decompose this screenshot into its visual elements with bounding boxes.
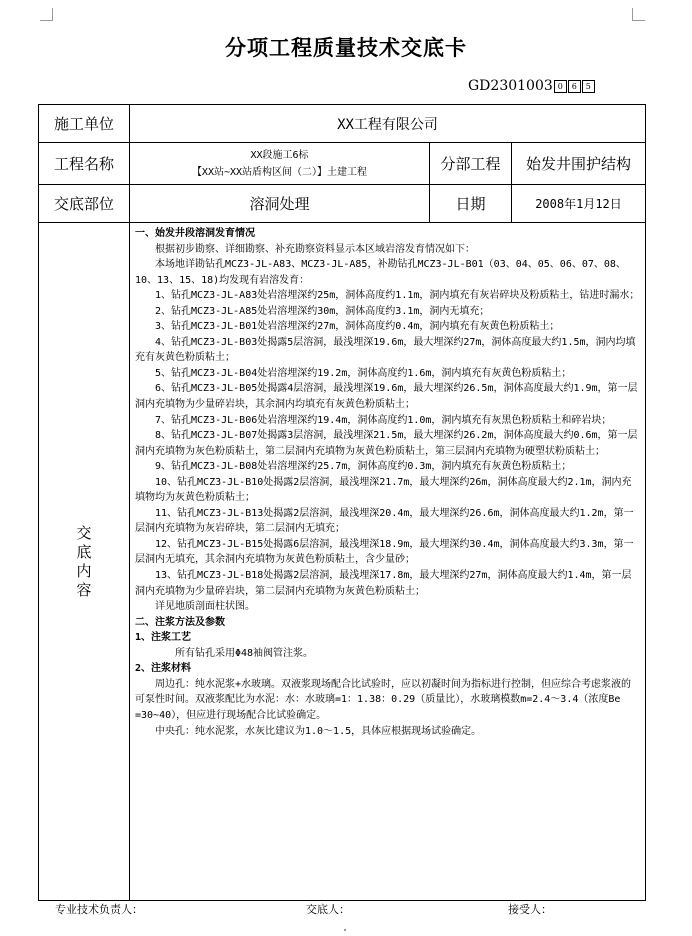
content-paragraph: 根据初步勘察、详细勘察、补充勘察资料显示本区域岩溶发育情况如下： [155,243,475,255]
content-paragraph: 本场地详勘钻孔MCZ3-JL-A83、MCZ3-JL-A85，补勘钻孔MCZ3-JL-B01（03、04、05、06、07、08、10、13、15、18)均发现有岩溶发育： [135,259,626,286]
code-box: 5 [582,80,595,93]
part-value: 始发井围护结构 [512,143,646,185]
project-line-1: XX段施工6标 [250,149,309,161]
content-paragraph: 中央孔：纯水泥浆，水灰比建议为1.0～1.5，具体应根据现场试验确定。 [155,725,482,737]
unit-label: 施工单位 [39,105,130,143]
document-code-text: GD2301003 [468,78,553,94]
code-box: 0 [554,80,567,93]
borehole-item: 5、钻孔MCZ3-JL-B04处岩溶埋深约19.2m，洞体高度约1.6m，洞内填充有灰黄色粉质粘土； [155,367,572,379]
page-dot [344,929,346,931]
subsection-2-title: 2、注浆材料 [135,663,192,675]
code-box: 6 [568,80,581,93]
project-line-2: 【XX站~XX站盾构区间（二）】土建工程 [191,166,368,178]
borehole-item: 6、钻孔MCZ3-JL-B05处揭露4层溶洞，最浅埋深19.6m，最大埋深约26.5m，洞体高度最大约1.9m，第一层洞内充填物为少量碎岩块，其余洞内均填充有灰黄色粉质粘土； [135,383,638,411]
borehole-item: 9、钻孔MCZ3-JL-B08处岩溶埋深约25.7m，洞体高度约0.3m，洞内填充有灰黄色粉质粘土； [155,461,572,473]
content-label-char: 内 [76,561,92,580]
handover-card-table [38,104,646,901]
borehole-item: 11、钻孔MCZ3-JL-B13处揭露2层溶洞，最浅埋深20.4m，最大埋深约26.6m，洞体高度最大约1.2m，第一层洞内充填物为灰岩碎块，第二层洞内无填充； [135,507,634,535]
row-location [39,185,646,223]
handover-signature-label: 交底人： [306,903,350,916]
content-label [39,223,130,901]
project-value [130,143,430,185]
section-1-title: 一、始发井段溶洞发育情况 [135,228,255,239]
row-content [39,223,646,901]
borehole-item: 12、钻孔MCZ3-JL-B15处揭露6层溶洞，最浅埋深18.9m，最大埋深约30.4m，洞体高度最大约3.3m，第一层洞内无填充，其余洞内充填物为灰黄色粉质粘土，含少量砂； [135,538,634,566]
borehole-item: 13、钻孔MCZ3-JL-B18处揭露2层溶洞，最浅埋深17.8m，最大埋深约27m，洞体高度最大约1.4m，第一层洞内充填物为少量碎岩块，第二层洞内充填物为灰黄色粉质粘土； [135,570,632,597]
borehole-item: 3、钻孔MCZ3-JL-B01处岩溶埋深约27m，洞体高度约0.4m，洞内填充有灰黄色粉质粘土； [155,321,560,333]
unit-value: XX工程有限公司 [130,105,646,143]
content-label-char: 交 [76,523,92,542]
content-body [130,223,646,901]
content-paragraph: 周边孔：纯水泥浆+水玻璃。双液浆现场配合比试验时，应以初凝时间为指标进行控制，但应综合考虑浆液的可泵性时间。双液浆配比为水泥：水：水玻璃=1：1.38：0.29（质量比），水玻璃模数m=2.4～3.4（浓度Be =30~40），但应进行现场配合比试验确定。 [135,678,632,721]
borehole-item: 2、钻孔MCZ3-JL-A85处岩溶埋深约30m，洞体高度约3.1m，洞内无填充； [155,305,490,317]
row-unit [39,105,646,143]
content-label-text [39,524,129,600]
content-paragraph: 详见地质剖面柱状图。 [155,601,255,613]
borehole-item: 7、钻孔MCZ3-JL-B06处岩溶埋深约19.4m，洞体高度约1.0m，洞内填充有灰黑色粉质粘土和碎岩块； [155,414,612,426]
row-project [39,143,646,185]
date-label: 日期 [430,185,512,223]
crop-mark-top-right [632,8,645,21]
subsection-1-title: 1、注浆工艺 [135,632,192,644]
part-label: 分部工程 [430,143,512,185]
borehole-item: 8、钻孔MCZ3-JL-B07处揭露3层溶洞，最浅埋深21.5m，最大埋深约26.2m，洞体高度最大约0.6m，第一层洞内充填物为灰色粉质粘土，第二层洞内充填物为灰黄色粉质粘土，第三层洞内充填物为硬塑状粉质粘土； [135,430,638,457]
crop-mark-top-left [40,8,53,21]
borehole-list [135,288,641,599]
content-paragraph: 所有钻孔采用Φ48袖阀管注浆。 [175,647,314,659]
date-value: 2008年1月12日 [512,185,646,223]
content-label-char: 底 [76,542,92,561]
borehole-item: 1、钻孔MCZ3-JL-A83处岩溶埋深约25m，洞体高度约1.1m，洞内填充有灰岩碎块及粉质粘土，钻进时漏水； [155,290,640,302]
borehole-item: 4、钻孔MCZ3-JL-B03处揭露5层溶洞，最浅埋深19.6m，最大埋深约27m，洞体高度最大约1.5m，洞内均填充有灰黄色粉质粘土； [135,336,636,364]
content-label-char: 容 [76,580,92,599]
project-label: 工程名称 [39,143,130,185]
document-code [468,78,595,94]
receiver-signature-label: 接受人： [508,903,552,916]
section-2-title: 二、注浆方法及参数 [135,616,225,628]
location-label: 交底部位 [39,185,130,223]
location-value: 溶洞处理 [130,185,430,223]
page-title: 分项工程质量技术交底卡 [225,35,467,60]
tech-lead-signature-label: 专业技术负责人： [55,903,143,916]
borehole-item: 10、钻孔MCZ3-JL-B10处揭露2层溶洞，最浅埋深21.7m，最大埋深约26m，洞体高度最大约2.1m，洞内充填物均为灰黄色粉质粘土； [135,476,632,504]
